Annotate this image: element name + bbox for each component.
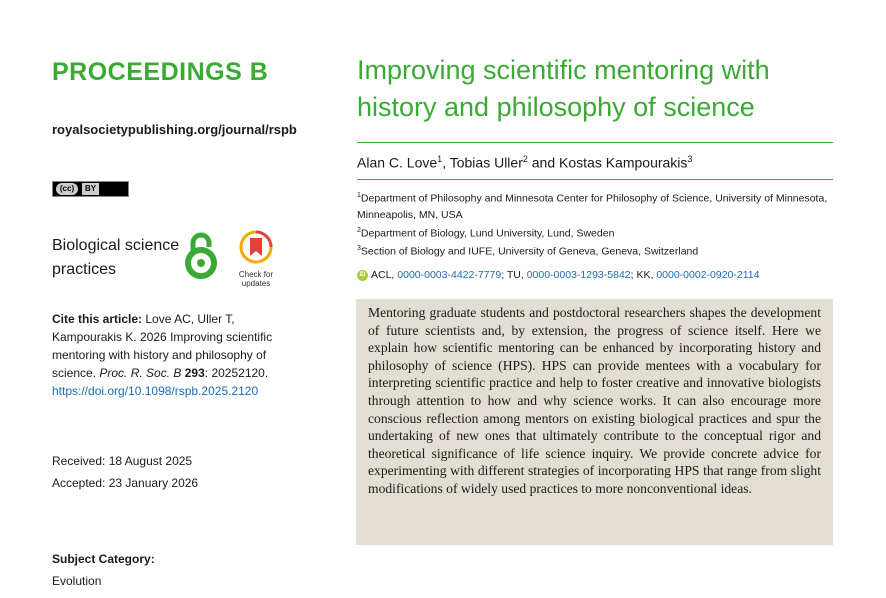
title-divider [357,142,833,143]
doi-link[interactable]: https://doi.org/10.1098/rspb.2025.2120 [52,384,259,398]
open-access-icon [184,231,218,279]
author-affil-marker: 1 [437,154,443,164]
orcid-list: ACL, 0000-0003-4422-7779; TU, 0000-0003-1293-5842; KK, 0000-0002-0920-2114 [371,269,760,281]
orcid-line [357,268,759,282]
author-name[interactable]: Kostas Kampourakis [559,154,688,171]
author-name[interactable]: Tobias Uller [449,154,523,171]
orcid-id-link[interactable]: 0000-0003-4422-7779 [397,269,502,281]
cite-label: Cite this article: [52,312,143,326]
affiliation-item: $^3$Section of Biology and IUFE, University of Geneva, Geneva, Switzerland [357,245,699,258]
author-divider [357,179,833,180]
dates-block [52,450,198,494]
check-updates-label: Check for updates [238,270,274,288]
check-for-updates-button[interactable] [232,230,280,288]
cite-article: : 20252120. [204,366,269,380]
subject-category-value: Evolution [52,574,102,588]
journal-name: PROCEEDINGS B [52,58,269,86]
affiliation-item: $^2$Department of Biology, Lund University, Lund, Sweden [357,226,615,239]
cite-volume: 293 [184,366,205,380]
cc-icon: (cc) [56,183,78,195]
orcid-id-link[interactable]: 0000-0002-0920-2114 [656,269,760,281]
author-affil-marker: 2 [522,154,528,164]
author-affil-marker: 3 [687,154,693,164]
article-title: Improving scientific mentoring with history and philosophy of science [357,55,770,122]
check-updates-icon [239,230,273,264]
cc-license-badge[interactable] [52,181,129,197]
abstract-box: Mentoring graduate students and postdoctoral researchers shapes the development of future scientists and, by extension, the progress of science itself. Here we explain how scientific mentoring can be enhanced by incorporating history and philosophy of science (HPS). HPS can provide mentees with a vocabulary for interpreting scientific practice and help to foster creative and innovative biologists through attention to how and why science works. It can also encourage more conscious reflection among mentors on existing biological practices and spur the undertaking of new ones that ultimately contribute to the conceptual rigor and theoretical significance of life science inquiry. We provide concrete advice for experimenting with different strategies of incorporating HPS that range from slight modifications of widely used practices to more nonconventional ideas. [356,299,833,545]
affiliations-list [357,188,833,260]
journal-url[interactable]: royalsocietypublishing.org/journal/rspb [52,122,297,137]
citation-block [52,310,302,400]
author-name[interactable]: Alan C. Love [357,154,438,171]
subject-category-label: Subject Category: [52,552,155,566]
affiliation-item: $^1$Department of Philosophy and Minnesota Center for Philosophy of Science, University of Minnesota, Minneapolis, MN, USA [357,192,828,221]
orcid-id-link[interactable]: 0000-0003-1293-5842 [526,269,631,281]
cite-text: Love AC, Uller T, Kampourakis K. 2026 Improving scientific mentoring with history and philosophy of science. [52,312,273,380]
author-list: Alan C. Love$^1$, Tobias Uller$^2$ and Kostas Kampourakis$^3$ [357,154,693,171]
license-label: BY [82,183,99,195]
orcid-icon: iD [357,270,368,281]
section-heading: Biological science practices [52,237,180,278]
cite-journal: Proc. R. Soc. B [99,366,182,380]
received-date: Received: 18 August 2025 [52,454,193,468]
subject-category-block [52,548,155,592]
accepted-date: Accepted: 23 January 2026 [52,476,199,490]
